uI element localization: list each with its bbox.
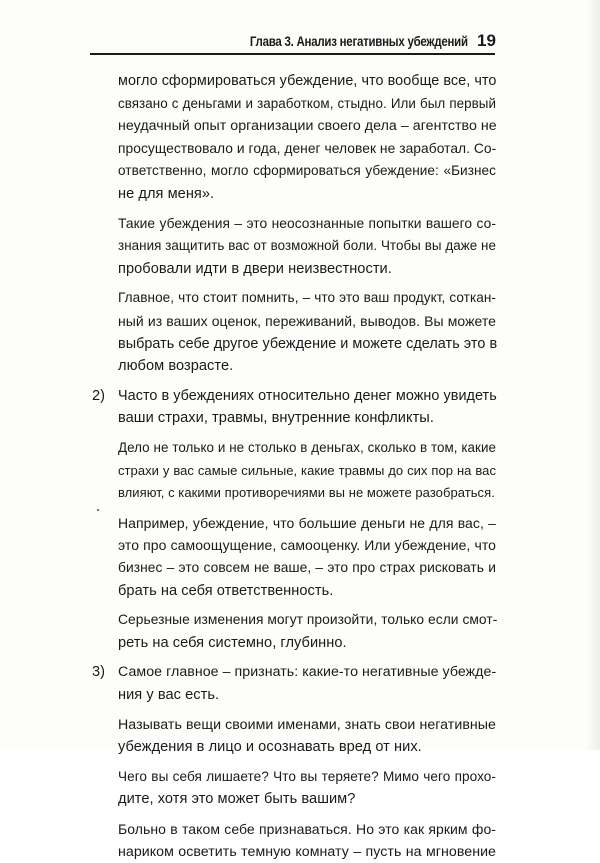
- text-line: страхи у вас самые сильные, какие травмы до сих пор на вас: [118, 462, 496, 478]
- list-marker: 3): [92, 664, 105, 681]
- text-line: Чего вы себя лишаете? Что вы теряете? Мимо чего прохо-: [118, 768, 496, 784]
- chapter-title: Глава 3. Анализ негативных убеждений: [250, 33, 468, 49]
- page-edge-shadow: [586, 0, 600, 750]
- text-line: Самое главное – признать: какие-то негативные убежде-: [118, 664, 497, 681]
- text-line: Дело не только и не столько в деньгах, сколько в том, какие: [118, 440, 496, 455]
- text-line: пробовали идти в двери неизвестности.: [118, 260, 392, 277]
- header-divider: [90, 53, 495, 55]
- text-line: могло сформироваться убеждение, что вообще все, что: [118, 73, 497, 89]
- text-line: Часто в убеждениях относительно денег можно увидеть: [118, 387, 497, 404]
- text-line: Например, убеждение, что большие деньги не для вас, –: [118, 514, 496, 531]
- text-line: знания защитить вас от возможной боли. Чтобы вы даже не: [118, 238, 496, 254]
- text-line: ваши страхи, травмы, внутренние конфликты.: [118, 410, 434, 427]
- text-line: это про самоощущение, самооценку. Или убеждение, что: [118, 537, 496, 554]
- text-line: дите, хотя это может быть вашим?: [118, 791, 356, 808]
- text-line: неудачный опыт организации своего дела – агентство не: [118, 118, 497, 135]
- text-line: реть на себя системно, глубинно.: [118, 634, 347, 651]
- text-line: брать на себя ответственность.: [118, 582, 334, 599]
- text-line: не для меня».: [118, 186, 215, 202]
- text-line: ния у вас есть.: [118, 687, 220, 703]
- text-line: Такие убеждения – это неосознанные попытки вашего со-: [118, 215, 496, 231]
- text-line: убеждения в лицо и осознавать вред от них.: [118, 739, 422, 756]
- text-line: любом возрасте.: [118, 358, 234, 375]
- page-number: 19: [477, 31, 496, 50]
- text-line: Серьезные изменения могут произойти, только если смот-: [118, 612, 498, 628]
- text-line: ный из ваших оценок, переживаний, выводов. Вы можете: [118, 313, 496, 329]
- text-line: просуществовало и года, денег человек не заработал. Со-: [118, 140, 497, 156]
- text-line: Называть вещи своими именами, знать свои негативные: [118, 716, 496, 733]
- text-line: бизнес – это совсем не ваше, – это про страх рисковать и: [118, 560, 496, 575]
- text-line: нариком осветить темную комнату – пусть на мгновение: [118, 843, 496, 860]
- list-marker: 2): [92, 387, 105, 404]
- text-line: выбрать себе другое убеждение и можете сделать это в: [118, 335, 498, 352]
- text-line: связано с деньгами и заработком, стыдно. Или был первый: [118, 95, 496, 111]
- running-header: [0, 31, 600, 51]
- text-line: ответственно, могло сформироваться убеждение: «Бизнес: [118, 163, 496, 179]
- text-line: Больно в таком себе признаваться. Но это как ярким фо-: [118, 821, 496, 837]
- text-line: Главное, что стоит помнить, – что это ваш продукт, соткан-: [118, 290, 496, 306]
- print-speck: [97, 509, 99, 511]
- text-line: влияют, с какими противоречиями вы не можете разобраться.: [118, 485, 495, 501]
